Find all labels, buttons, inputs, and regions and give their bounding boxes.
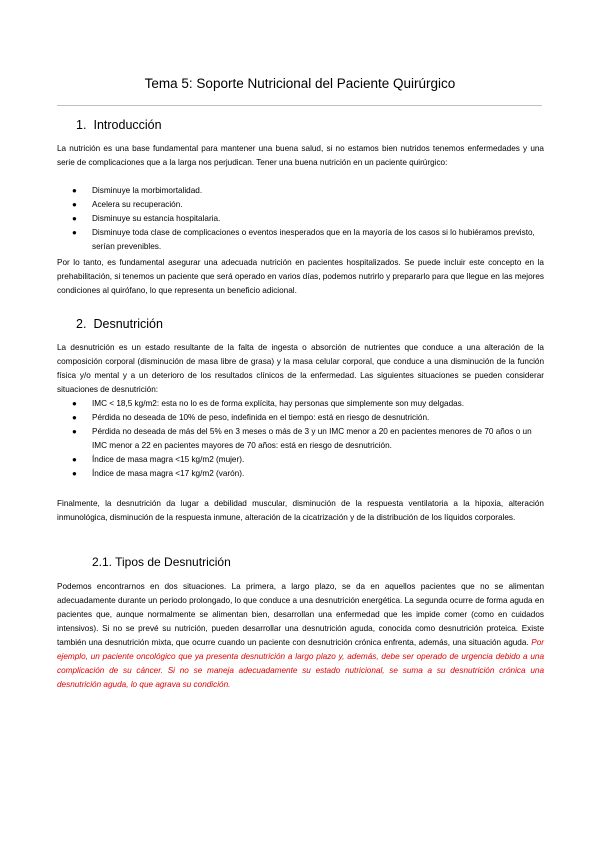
bullet-icon: ● — [72, 455, 77, 464]
list-item: ● Disminuye su estancia hospitalaria. — [72, 212, 544, 226]
tipos-body: Podemos encontrarnos en dos situaciones. La primera, a largo plazo, se da en aquellos pacientes que no se alimentan adecuadamente durante un periodo prolongado, lo que conduce a una desnutrición energética. La segunda ocurre de forma aguda en pacientes que, aunque normalmente se alimentan bien, desarrollan una enfermedad que les impide comer (como en cuidados intensivos). Si no se prevé su nutrición, pueden desarrollar una desnutrición aguda, conocida como desnutrición proteica. Existe también una desnutrición mixta, que ocurre cuando un paciente con desnutrición crónica enfrenta, además, una situación aguda. — [57, 582, 544, 647]
section-heading-introduccion — [76, 118, 162, 132]
section-heading-desnutricion — [76, 317, 163, 331]
list-item: ● Pérdida no deseada de más del 5% en 3 meses o más de 3 y un IMC menor a 20 en pacientes menores de 70 años o un IMC menor a 22 en pacientes mayores de 70 años: está en riesgo de desnutrición. — [72, 427, 532, 450]
desnutricion-criteria-list — [72, 397, 544, 481]
bullet-icon: ● — [72, 214, 77, 223]
bullet-icon: ● — [72, 399, 77, 408]
subsection-heading-tipos: 2.1. Tipos de Desnutrición — [92, 555, 231, 569]
intro-closing-paragraph: Por lo tanto, es fundamental asegurar una adecuada nutrición en pacientes hospitalizados. Se puede incluir este concepto en la prehabilitación, si tenemos un paciente que será operado en varios días, podemos nutrirlo y prepararlo para que llegue en las mejores condiciones al quirófano, lo que representa un beneficio adicional. — [57, 258, 544, 295]
list-item: ● Índice de masa magra <17 kg/m2 (varón). — [72, 467, 544, 481]
page-title: Tema 5: Soporte Nutricional del Paciente Quirúrgico — [144, 76, 456, 91]
list-item: ● IMC < 18,5 kg/m2: esta no lo es de forma explícita, hay personas que simplemente son muy delgadas. — [72, 397, 544, 411]
tipos-paragraph — [57, 580, 544, 692]
bullet-icon: ● — [72, 469, 77, 478]
section-title: Desnutrición — [93, 317, 163, 331]
bullet-icon: ● — [72, 200, 77, 209]
tipos-example: Por ejemplo, un paciente oncológico que ya presenta desnutrición a largo plazo y, además, debe ser operado de urgencia debido a una complicación de su cáncer. Si no se maneja adecuadamente su estado nutricional, se suma a su desnutrición crónica una desnutrición aguda, lo que agrava su condición. — [57, 638, 544, 689]
list-item: ● Disminuye toda clase de complicaciones o eventos inesperados que en la mayoría de los casos si lo hubiéramos previsto, serían prevenibles. — [72, 228, 535, 251]
bullet-icon: ● — [72, 427, 77, 436]
desnutricion-closing-paragraph: Finalmente, la desnutrición da lugar a debilidad muscular, disminución de la respuesta ventilatoria a la hipoxia, alteración inmunológica, disminución de la respuesta inmune, alteración de la cicatrización y de la distribución de los líquidos corporales. — [57, 499, 544, 522]
section-number: 1. — [76, 118, 87, 132]
bullet-icon: ● — [72, 186, 77, 195]
list-item: ● Acelera su recuperación. — [72, 198, 544, 212]
section-title: Introducción — [93, 118, 162, 132]
list-item: ● Pérdida no deseada de 10% de peso, indefinida en el tiempo: está en riesgo de desnutrición. — [72, 411, 544, 425]
bullet-icon: ● — [72, 413, 77, 422]
intro-paragraph: La nutrición es una base fundamental para mantener una buena salud, si no estamos bien nutridos tenemos enfermedades y una serie de complicaciones que a la larga nos perjudican. Tener una buena nutrición en un paciente quirúrgico: — [57, 144, 544, 167]
list-item: ● Disminuye la morbimortalidad. — [72, 184, 544, 198]
title-divider — [57, 105, 542, 106]
bullet-icon: ● — [72, 228, 77, 237]
intro-benefits-list — [72, 184, 544, 254]
section-number: 2. — [76, 317, 87, 331]
desnutricion-paragraph: La desnutrición es un estado resultante de la falta de ingesta o absorción de nutrientes que conduce a una alteración de la composición corporal (disminución de masa libre de grasa) y la masa celular corporal, que conduce a una disminución de la función física y/o mental y a un deterioro de los resultados clínicos de la enfermedad. Las siguientes situaciones se pueden considerar situaciones de desnutrición: — [57, 343, 544, 394]
list-item: ● Índice de masa magra <15 kg/m2 (mujer). — [72, 453, 544, 467]
